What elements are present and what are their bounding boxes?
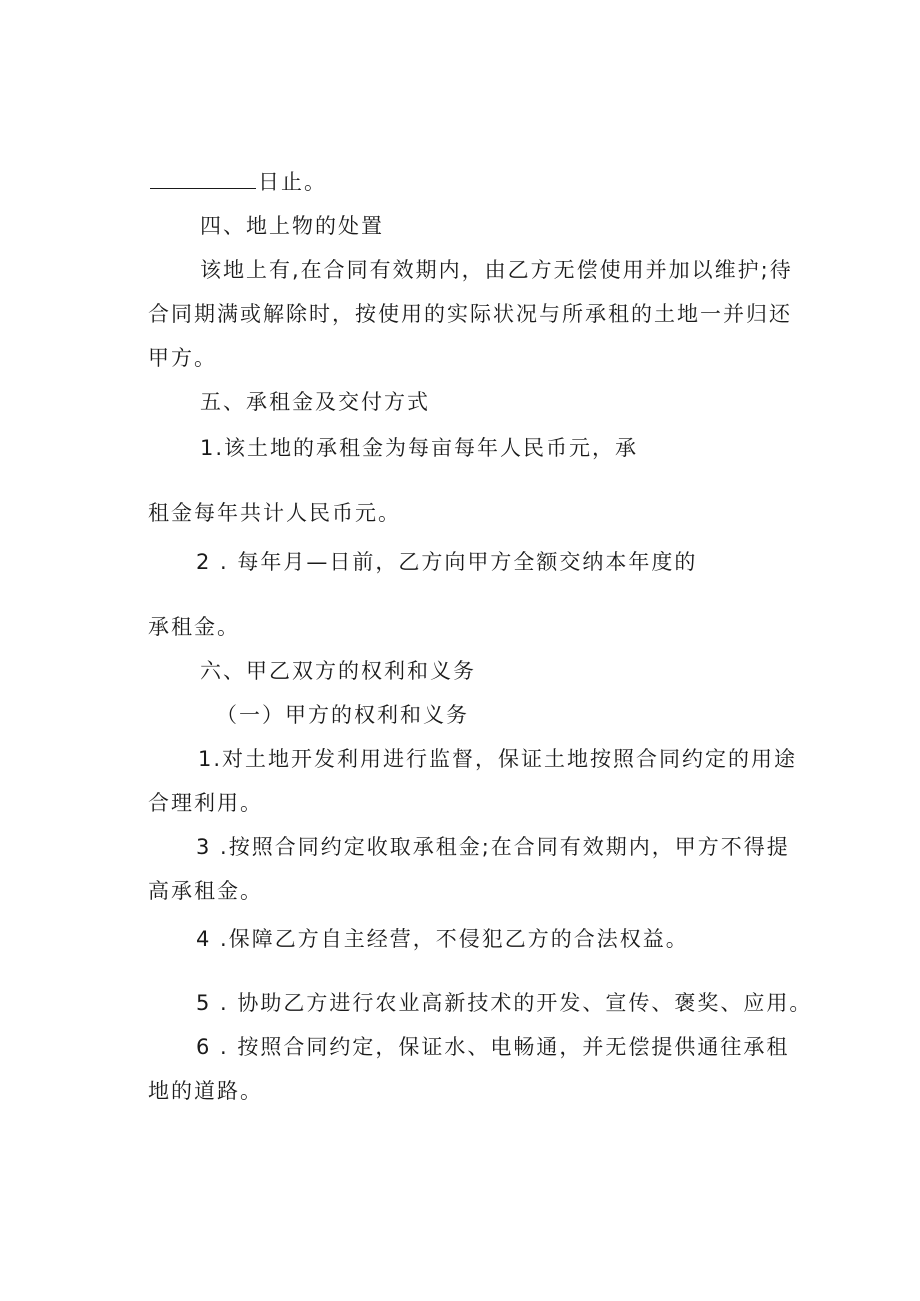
paragraph-line: 3 .按照合同约定收取承租金;在合同有效期内，甲方不得提	[196, 835, 790, 859]
paragraph-line: 租金每年共计人民币元。	[148, 501, 401, 525]
paragraph-line: 2 . 每年月—日前，乙方向甲方全额交纳本年度的	[196, 550, 698, 574]
paragraph-line: 4 .保障乙方自主经营，不侵犯乙方的合法权益。	[196, 927, 689, 951]
section-heading: 四、地上物的处置	[200, 214, 384, 238]
paragraph-line: 甲方。	[148, 346, 217, 370]
paragraph-line: 地的道路。	[148, 1079, 263, 1103]
paragraph-line: 6 . 按照合同约定，保证水、电畅通，并无偿提供通往承租	[196, 1035, 790, 1059]
paragraph-line: 1.该土地的承租金为每亩每年人民币元，承	[200, 436, 639, 460]
blank-underline	[150, 168, 256, 189]
paragraph-line: 承租金。	[148, 615, 240, 639]
subsection-heading: （一）甲方的权利和义务	[216, 703, 469, 727]
section-heading: 五、承租金及交付方式	[200, 390, 430, 414]
paragraph-line: 合理利用。	[148, 791, 263, 815]
paragraph-line: 高承租金。	[148, 879, 263, 903]
paragraph-line	[150, 168, 327, 196]
paragraph-line: 该地上有,在合同有效期内，由乙方无偿使用并加以维护;待	[200, 258, 793, 282]
section-heading: 六、甲乙双方的权利和义务	[200, 659, 476, 683]
line-text: 日止。	[258, 170, 327, 194]
paragraph-line: 5 . 协助乙方进行农业高新技术的开发、宣传、褒奖、应用。	[196, 991, 813, 1015]
paragraph-line: 1.对土地开发利用进行监督，保证土地按照合同约定的用途	[198, 747, 798, 771]
paragraph-line: 合同期满或解除时，按使用的实际状况与所承租的土地一并归还	[148, 302, 792, 326]
